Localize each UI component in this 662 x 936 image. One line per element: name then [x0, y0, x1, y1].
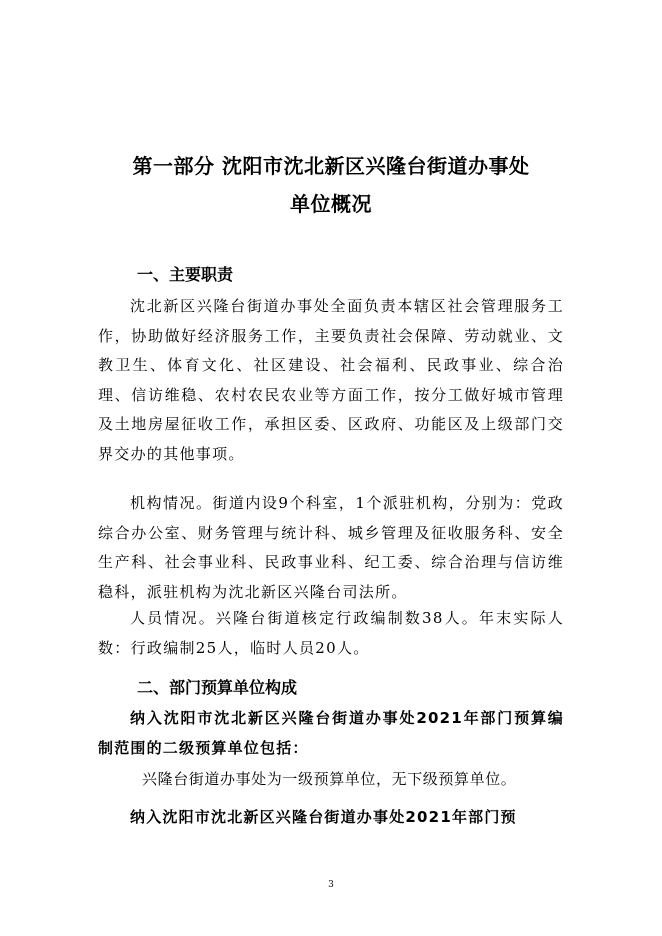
page-number: 3 — [328, 880, 334, 890]
budget-scope-paragraph: 纳入沈阳市沈北新区兴隆台街道办事处2021年部门预算编制范围的二级预算单位包括： — [98, 709, 564, 757]
duties-paragraph: 沈北新区兴隆台街道办事处全面负责本辖区社会管理服务工作，协助做好经济服务工作，主要负责社会保障、劳动就业、文教卫生、体育文化、社区建设、社会福利、民政事业、综合治理、信访维稳、农村农民农业等方面工作，按分工做好城市管理及土地房屋征收工作，承担区委、区政府、功能区及上级部门交界交办的其他事项。 — [98, 297, 564, 463]
budget-units-paragraph: 兴隆台街道办事处为一级预算单位，无下级预算单位。 — [142, 770, 517, 788]
budget-scope-continued: 纳入沈阳市沈北新区兴隆台街道办事处2021年部门预 — [130, 808, 517, 826]
organization-paragraph: 机构情况。街道内设9个科室，1个派驻机构，分别为：党政综合办公室、财务管理与统计科、城乡管理及征收服务科、安全生产科、社会事业科、民政事业科、纪工委、综合治理与信访维稳科，派驻机构为沈北新区兴隆台司法所。 — [98, 494, 564, 601]
page-title: 第一部分 沈阳市沈北新区兴隆台街道办事处 — [132, 154, 530, 178]
personnel-paragraph: 人员情况。兴隆台街道核定行政编制数38人。年末实际人数：行政编制25人，临时人员20人。 — [98, 609, 564, 657]
section-heading-duties: 一、主要职责 — [137, 265, 234, 284]
page-subtitle: 单位概况 — [290, 192, 372, 216]
section-heading-budget-units: 二、部门预算单位构成 — [137, 678, 298, 697]
